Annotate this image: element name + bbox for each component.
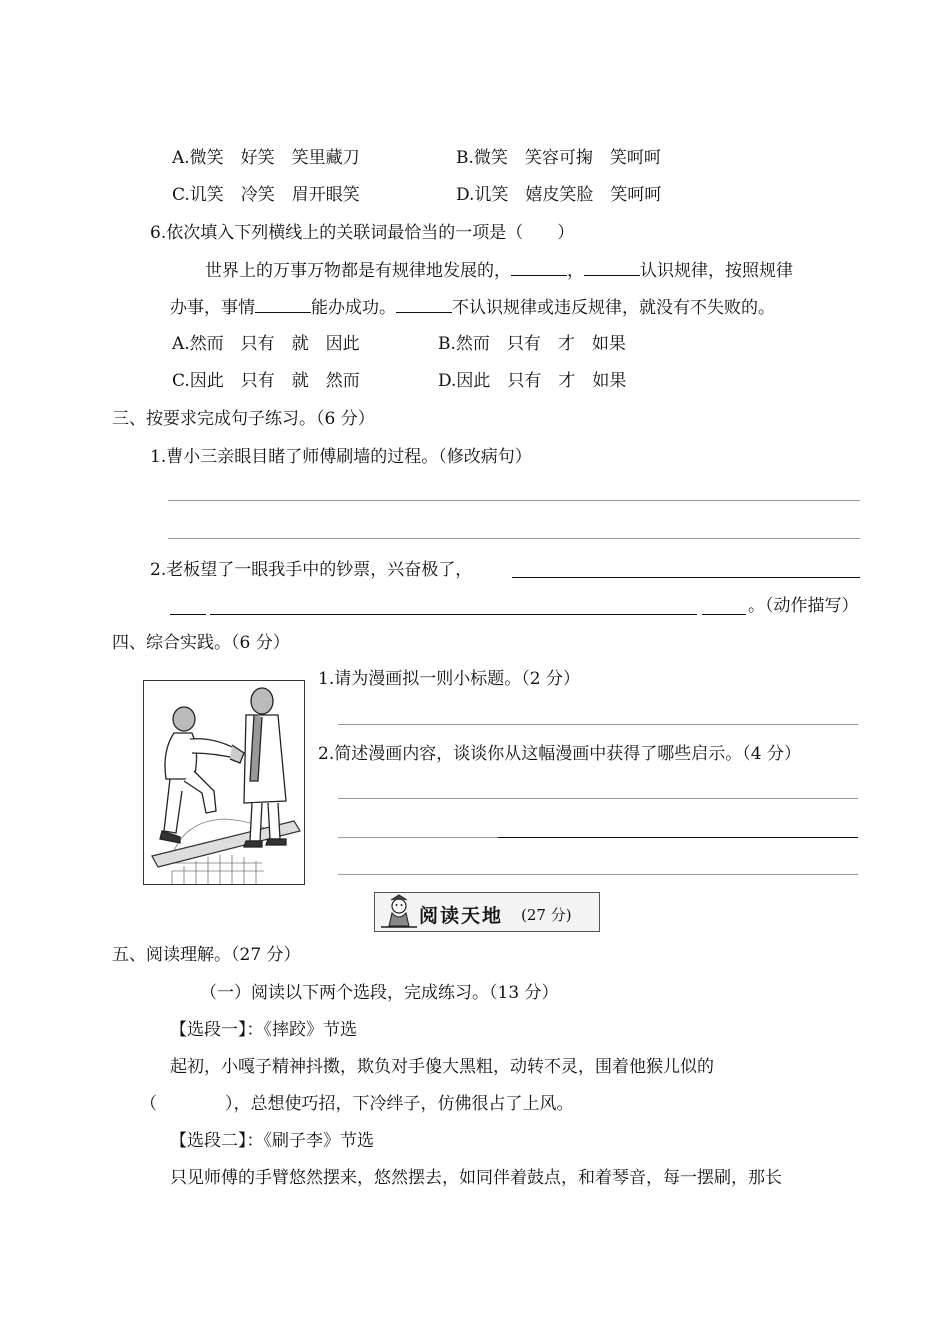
section3-q2-tail: 。（动作描写） bbox=[748, 596, 859, 616]
cartoon-drawing bbox=[144, 681, 304, 884]
section3-q2: 2.老板望了一眼我手中的钞票，兴奋极了， bbox=[150, 560, 473, 580]
section4-q2: 2.简述漫画内容，谈谈你从这幅漫画中获得了哪些启示。（4 分） bbox=[318, 744, 801, 764]
q6-blank-3[interactable] bbox=[255, 296, 311, 313]
section4-heading: 四、综合实践。（6 分） bbox=[112, 633, 290, 653]
section3-q1-answer-line-1[interactable] bbox=[168, 500, 860, 501]
q6-blank-2[interactable] bbox=[584, 259, 640, 276]
q6-option-d: D.因此 只有 才 如果 bbox=[438, 371, 627, 391]
excerpt1-line1: 起初，小嘎子精神抖擞，欺负对手傻大黑粗，动转不灵，围着他猴儿似的 bbox=[170, 1057, 714, 1077]
banner-title: 阅读天地 bbox=[419, 905, 504, 927]
section3-q2-answer-line-2b[interactable] bbox=[210, 614, 697, 615]
section3-heading: 三、按要求完成句子练习。（6 分） bbox=[112, 409, 375, 429]
q6-passage-line2: 办事，事情 能办成功。 不认识规律或违反规律，就没有不失败的。 bbox=[170, 298, 775, 318]
section4-q2-answer-line-3[interactable] bbox=[338, 874, 858, 875]
q6-option-a: A.然而 只有 就 因此 bbox=[172, 334, 360, 354]
section4-q1-answer-line[interactable] bbox=[338, 724, 858, 725]
section5-sub: （一）阅读以下两个选段，完成练习。（13 分） bbox=[200, 983, 559, 1003]
cartoon-image bbox=[143, 680, 305, 885]
q6-blank-4[interactable] bbox=[396, 296, 452, 313]
q5-option-d: D.讥笑 嬉皮笑脸 笑呵呵 bbox=[456, 185, 662, 205]
q6-passage-line1: 世界上的万事万物都是有规律地发展的， ， 认识规律，按照规律 bbox=[205, 261, 793, 281]
excerpt2-line1: 只见师傅的手臂悠然摆来，悠然摆去，如同伴着鼓点，和着琴音，每一摆刷，那长 bbox=[170, 1168, 782, 1188]
section3-q1: 1.曹小三亲眼目睹了师傅刷墙的过程。（修改病句） bbox=[150, 447, 532, 467]
excerpt1-line2: （ ），总想使巧招，下冷绊子，仿佛很占了上风。 bbox=[140, 1094, 574, 1114]
q6-blank-1[interactable] bbox=[511, 259, 567, 276]
q6-option-c: C.因此 只有 就 然而 bbox=[172, 371, 360, 391]
section4-q2-answer-line-2a[interactable] bbox=[338, 837, 498, 838]
section4-q2-answer-line-1[interactable] bbox=[338, 798, 858, 799]
section4-q2-answer-line-2b[interactable] bbox=[498, 837, 858, 838]
q5-option-b: B.微笑 笑容可掬 笑呵呵 bbox=[456, 148, 661, 168]
q5-option-a: A.微笑 好笑 笑里藏刀 bbox=[172, 148, 360, 168]
section4-q1: 1.请为漫画拟一则小标题。（2 分） bbox=[318, 669, 580, 689]
q6-option-b: B.然而 只有 才 如果 bbox=[438, 334, 626, 354]
banner-score: (27 分) bbox=[521, 906, 572, 924]
section3-q2-answer-line-1[interactable] bbox=[512, 577, 860, 578]
reading-mascot-icon bbox=[379, 893, 419, 931]
q6-question: 6.依次填入下列横线上的关联词最恰当的一项是（ ） bbox=[150, 223, 575, 243]
section3-q2-answer-line-2c[interactable] bbox=[702, 614, 746, 615]
section3-q1-answer-line-2[interactable] bbox=[168, 538, 860, 539]
q5-option-c: C.讥笑 冷笑 眉开眼笑 bbox=[172, 185, 360, 205]
section5-heading: 五、阅读理解。（27 分） bbox=[112, 945, 301, 965]
section3-q2-answer-line-2a[interactable] bbox=[170, 614, 206, 615]
excerpt2-label: 【选段二】：《刷子李》节选 bbox=[170, 1131, 374, 1151]
excerpt1-label: 【选段一】：《摔跤》节选 bbox=[170, 1020, 357, 1040]
reading-section-banner bbox=[374, 892, 600, 932]
